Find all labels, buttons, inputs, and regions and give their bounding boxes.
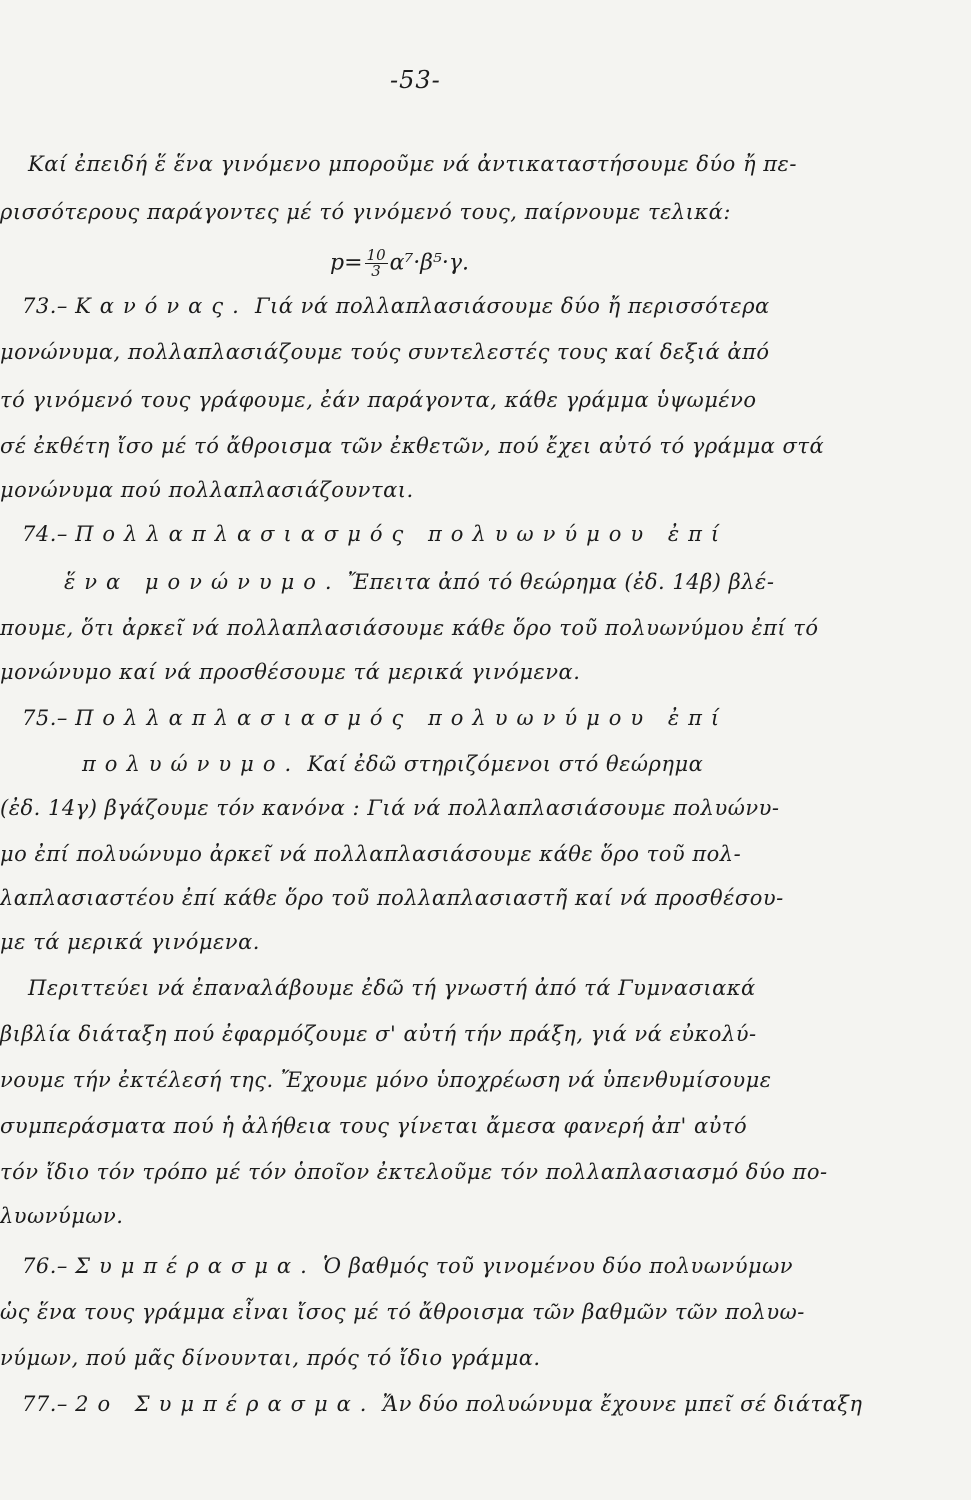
section-title: Συμπέρασμα. [75,1254,316,1278]
section-76-line: ὡς ἕνα τους γράμμα εἶναι ἴσος μέ τό ἄθροισμα τῶν βαθμῶν τῶν πολυω- [0,1300,805,1324]
section-title-continued: ἕνα μονώνυμο. [64,570,341,594]
section-title-continued: πολυώνυμο. [82,752,301,776]
section-73-line: τό γινόμενό τους γράφουμε, ἐάν παράγοντα, κάθε γράμμα ὑψωμένο [0,388,757,412]
intro-line-2: ρισσότερους παράγοντες μέ τό γινόμενό τους, παίρνουμε τελικά: [0,200,731,224]
section-74-heading [22,522,728,546]
section-title: Κανόνας. [75,294,248,318]
section-number: 76.– [22,1254,68,1278]
section-75-line: μο ἐπί πολυώνυμο ἀρκεῖ νά πολλαπλασιάσουμε κάθε ὅρο τοῦ πολ- [0,842,742,866]
section-title: 2ο Συμπέρασμα. [75,1392,376,1416]
section-75-line: (ἐδ. 14γ) βγάζουμε τόν κανόνα : Γιά νά πολλαπλασιάσουμε πολυώνυ- [0,796,780,820]
section-number: 74.– [22,522,68,546]
fraction-denominator: 3 [371,262,381,280]
section-76-line: νύμων, πού μᾶς δίνουνται, πρός τό ἴδιο γράμμα. [0,1346,541,1370]
section-76-heading [22,1254,793,1278]
formula-lhs: p= [330,250,363,276]
section-77-heading [22,1392,862,1416]
paragraph-line: συμπεράσματα πού ἡ ἀλήθεια τους γίνεται ἄμεσα φανερή ἀπ' αὐτό [0,1114,748,1138]
section-text: Γιά νά πολλαπλασιάσουμε δύο ἤ περισσότερα [254,294,770,318]
section-73-line: μονώνυμα, πολλαπλασιάζουμε τούς συντελεστές τους καί δεξιά ἀπό [0,340,770,364]
section-73-line: σέ ἐκθέτη ἴσο μέ τό ἄθροισμα τῶν ἐκθετῶν, πού ἔχει αὐτό τό γράμμα στά [0,434,825,458]
formula [330,248,469,279]
section-text: Ἄν δύο πολυώνυμα ἔχουνε μπεῖ σέ διάταξη [382,1392,863,1416]
paragraph-line: τόν ἴδιο τόν τρόπο μέ τόν ὁποῖον ἐκτελοῦμε τόν πολλαπλασιασμό δύο πο- [0,1160,828,1184]
section-title: Πολλαπλασιασμός πολυωνύμου ἐπί [75,522,729,546]
section-75-heading-cont [82,752,703,776]
section-text: Ὁ βαθμός τοῦ γινομένου δύο πολυωνύμων [322,1254,794,1278]
section-text: Ἔπειτα ἀπό τό θεώρημα (ἐδ. 14β) βλέ- [347,570,775,594]
section-number: 75.– [22,706,68,730]
fraction-numerator: 10 [366,246,386,264]
section-74-line: πουμε, ὅτι ἀρκεῖ νά πολλαπλασιάσουμε κάθε ὅρο τοῦ πολυωνύμου ἐπί τό [0,616,819,640]
paragraph-line: βιβλία διάταξη πού ἐφαρμόζουμε σ' αὐτή τήν πράξη, γιά νά εὐκολύ- [0,1022,757,1046]
intro-line-1: Καί ἐπειδή ἕ ἕνα γινόμενο μποροῦμε νά ἀντικαταστήσουμε δύο ἤ πε- [28,152,797,176]
paragraph-line: Περιττεύει νά ἐπαναλάβουμε ἐδῶ τή γνωστή ἀπό τά Γυμνασιακά [28,976,756,1000]
section-number: 77.– [22,1392,68,1416]
section-73-heading [22,294,770,318]
section-75-line: με τά μερικά γινόμενα. [0,930,260,954]
section-text: Καί ἐδῶ στηριζόμενοι στό θεώρημα [307,752,704,776]
page-number: -53- [390,66,441,94]
section-74-heading-cont [64,570,774,594]
section-title: Πολλαπλασιασμός πολυωνύμου ἐπί [75,706,729,730]
section-number: 73.– [22,294,68,318]
formula-rhs: α⁷·β⁵·γ. [389,250,469,276]
section-75-line: λαπλασιαστέου ἐπί κάθε ὅρο τοῦ πολλαπλασιαστῆ καί νά προσθέσου- [0,886,784,910]
paragraph-line: λυωνύμων. [0,1204,124,1228]
paragraph-line: νουμε τήν ἐκτέλεσή της. Ἔχουμε μόνο ὑποχρέωση νά ὑπενθυμίσουμε [0,1068,772,1092]
section-74-line: μονώνυμο καί νά προσθέσουμε τά μερικά γινόμενα. [0,660,581,684]
section-75-heading [22,706,728,730]
formula-fraction [365,248,388,279]
section-73-line: μονώνυμα πού πολλαπλασιάζουνται. [0,478,414,502]
